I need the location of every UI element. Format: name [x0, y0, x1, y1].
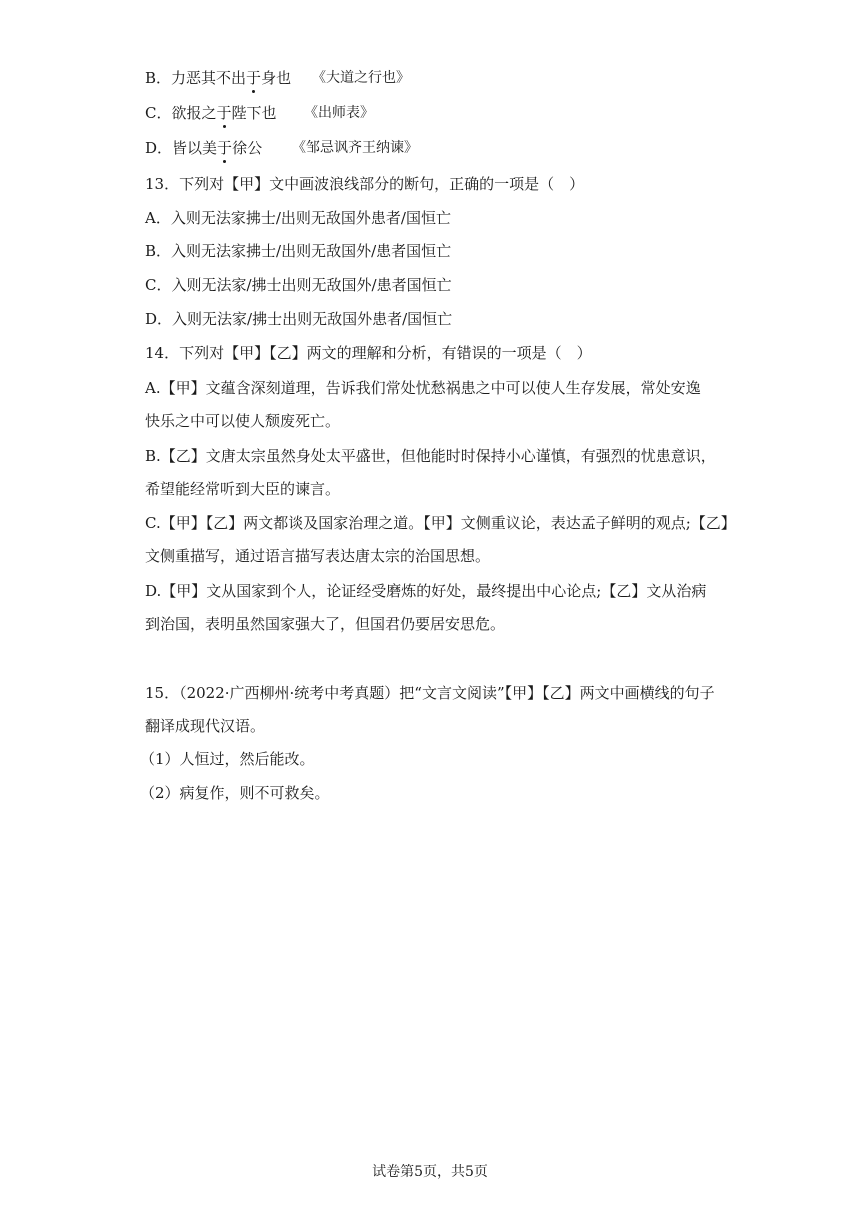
q12-option-b-source: 《大道之行也》	[312, 70, 410, 86]
q13-option-d: D．入则无法家/拂士出则无敌国外患者/国恒亡	[145, 310, 453, 328]
option-label: C．	[145, 104, 172, 122]
q15-item-1: （1）人恒过，然后能改。	[140, 750, 315, 768]
q13-option-b: B．入则无法家拂士/出则无敌国外/患者国恒亡	[145, 242, 452, 260]
q13-option-a: A．入则无法家拂士/出则无敌国外患者/国恒亡	[145, 209, 451, 227]
q14-option-d-line2: 到治国，表明虽然国家强大了，但国君仍要居安思危。	[145, 615, 506, 633]
page-footer: 试卷第5页，共5页	[372, 1164, 488, 1180]
q14-option-b-line2: 希望能经常听到大臣的谏言。	[145, 480, 341, 498]
q15-stem-line2: 翻译成现代汉语。	[145, 717, 266, 735]
q12-option-d-source: 《邹忌讽齐王纳谏》	[292, 140, 418, 156]
q14-option-a-line1: A.【甲】文蕴含深刻道理，告诉我们常处忧愁祸患之中可以使人生存发展，常处安逸	[145, 379, 701, 397]
q15-item-2: （2）病复作，则不可救矣。	[140, 784, 330, 802]
q12-option-d	[145, 138, 262, 158]
q13-option-c: C．入则无法家/拂士出则无敌国外/患者国恒亡	[145, 276, 452, 294]
option-text: 陛下也	[231, 104, 277, 122]
q14-stem: 14．下列对【甲】【乙】两文的理解和分析，有错误的一项是（ ）	[145, 344, 592, 362]
option-text: 身也	[261, 69, 292, 87]
q14-option-b-line1: B.【乙】文唐太宗虽然身处太平盛世，但他能时时保持小心谨慎，有强烈的忧患意识，	[145, 447, 716, 465]
q12-option-b	[145, 68, 291, 88]
q12-option-c	[145, 103, 277, 123]
emphasis-dot-char: 于	[246, 69, 262, 87]
q14-option-c-line2: 文侧重描写，通过语言描写表达唐太宗的治国思想。	[145, 547, 491, 565]
option-text: 力恶其不出	[171, 69, 247, 87]
emphasis-dot-char: 于	[217, 139, 233, 157]
option-label: B．	[145, 69, 172, 87]
q15-stem-line1: 15．（2022·广西柳州·统考中考真题）把“文言文阅读”【甲】【乙】两文中画横线的句子	[145, 684, 715, 702]
q12-option-c-source: 《出师表》	[304, 105, 374, 121]
q13-stem: 13．下列对【甲】文中画波浪线部分的断句，正确的一项是（ ）	[145, 175, 585, 193]
emphasis-dot-char: 于	[216, 104, 232, 122]
option-text: 徐公	[232, 139, 263, 157]
option-label: D．	[145, 139, 173, 157]
q14-option-a-line2: 快乐之中可以使人颓废死亡。	[145, 412, 341, 430]
q14-option-d-line1: D.【甲】文从国家到个人，论证经受磨炼的好处，最终提出中心论点;【乙】文从治病	[145, 582, 707, 600]
option-text: 欲报之	[171, 104, 217, 122]
q14-option-c-line1: C.【甲】【乙】两文都谈及国家治理之道。【甲】文侧重议论，表达孟子鲜明的观点;【乙】	[145, 514, 736, 532]
option-text: 皆以美	[172, 139, 218, 157]
